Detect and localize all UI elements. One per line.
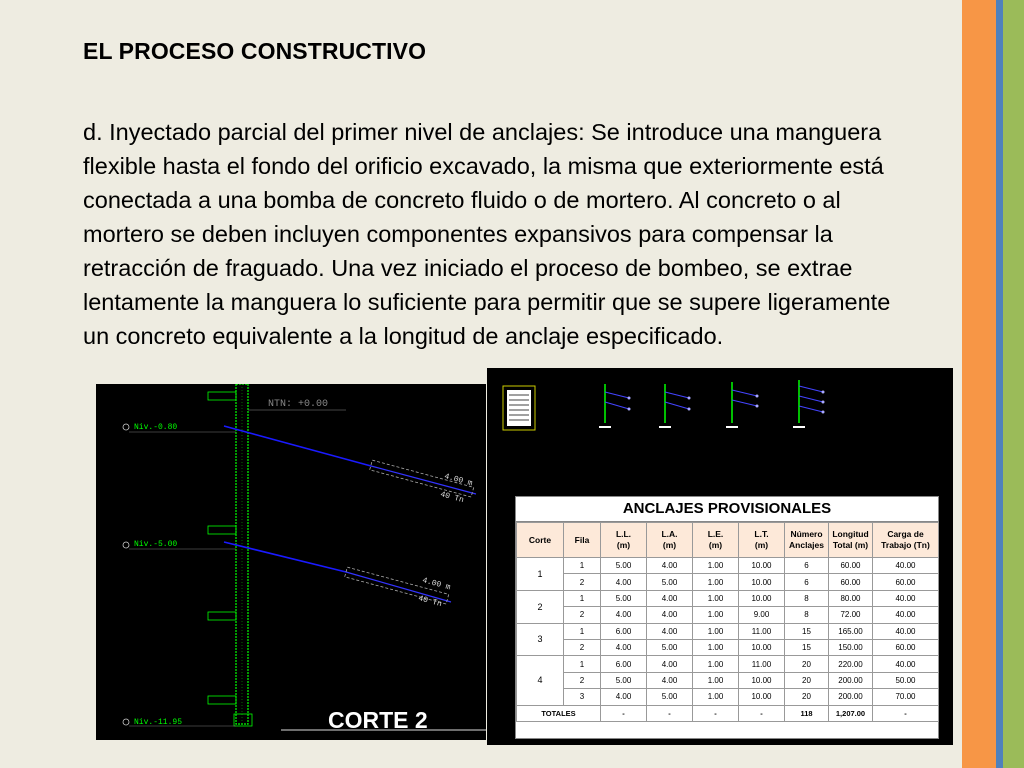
blue-stripe xyxy=(996,0,1003,768)
table-row xyxy=(517,558,939,574)
cad-section-drawing xyxy=(96,384,486,740)
table-header-cell: Corte xyxy=(517,523,564,558)
svg-text:Niv.-5.00: Niv.-5.00 xyxy=(134,540,178,549)
table-cell: 1.00 xyxy=(693,558,739,574)
table-cell: 200.00 xyxy=(829,689,873,705)
table-cell: 6 xyxy=(785,558,829,574)
table-cell: 15 xyxy=(785,639,829,655)
table-cell: 40.00 xyxy=(873,623,939,639)
table-cell: 10.00 xyxy=(739,574,785,590)
level-marker-1 xyxy=(123,423,236,432)
totals-cell: - xyxy=(739,705,785,721)
table-cell: 1.00 xyxy=(693,672,739,688)
totals-row xyxy=(517,705,939,721)
table-cell: 5.00 xyxy=(647,689,693,705)
totals-cell: - xyxy=(647,705,693,721)
table-cell: 6.00 xyxy=(601,623,647,639)
table-cell: 5.00 xyxy=(647,639,693,655)
table-cell: 10.00 xyxy=(739,590,785,606)
table-row xyxy=(517,656,939,672)
table-row xyxy=(517,574,939,590)
corte-cell: 4 xyxy=(517,656,564,705)
table-cell: 40.00 xyxy=(873,607,939,623)
table-cell: 60.00 xyxy=(829,574,873,590)
ntn-label: NTN: +0.00 xyxy=(268,399,329,410)
table-cell: 10.00 xyxy=(739,639,785,655)
table-cell: 10.00 xyxy=(739,558,785,574)
table-row xyxy=(517,590,939,606)
section-thumbnail-2 xyxy=(659,384,691,428)
anclajes-table-box xyxy=(515,496,939,739)
table-header-cell: Longitud Total (m) xyxy=(829,523,873,558)
svg-text:40 Tn: 40 Tn xyxy=(417,594,443,610)
table-title: ANCLAJES PROVISIONALES xyxy=(516,497,938,522)
table-cell: 1.00 xyxy=(693,623,739,639)
table-cell: 1 xyxy=(564,558,601,574)
table-cell: 4.00 xyxy=(601,639,647,655)
table-cell: 1.00 xyxy=(693,639,739,655)
table-cell: 4.00 xyxy=(647,656,693,672)
table-cell: 2 xyxy=(564,607,601,623)
table-cell: 1 xyxy=(564,590,601,606)
table-cell: 40.00 xyxy=(873,558,939,574)
section-thumbnail-1 xyxy=(599,384,631,428)
totals-cell: - xyxy=(693,705,739,721)
anclajes-table xyxy=(516,522,939,722)
table-header-row xyxy=(517,523,939,558)
svg-text:4.00 m: 4.00 m xyxy=(443,472,474,489)
table-cell: 1.00 xyxy=(693,590,739,606)
table-header-cell: L.A. (m) xyxy=(647,523,693,558)
table-cell: 4.00 xyxy=(601,689,647,705)
table-cell: 4.00 xyxy=(601,607,647,623)
table-cell: 200.00 xyxy=(829,672,873,688)
svg-text:4.00 m: 4.00 m xyxy=(421,576,452,593)
table-cell: 4.00 xyxy=(647,590,693,606)
section-thumbnail-3 xyxy=(726,382,759,428)
table-cell: 1.00 xyxy=(693,574,739,590)
table-row xyxy=(517,639,939,655)
table-cell: 5.00 xyxy=(601,558,647,574)
table-cell: 9.00 xyxy=(739,607,785,623)
table-cell: 5.00 xyxy=(601,590,647,606)
table-cell: 20 xyxy=(785,689,829,705)
table-cell: 3 xyxy=(564,689,601,705)
corte-cell: 1 xyxy=(517,558,564,591)
table-row xyxy=(517,607,939,623)
slide-title: EL PROCESO CONSTRUCTIVO xyxy=(83,38,427,64)
table-cell: 2 xyxy=(564,574,601,590)
table-cell: 2 xyxy=(564,639,601,655)
table-cell: 20 xyxy=(785,656,829,672)
table-cell: 1 xyxy=(564,656,601,672)
table-cell: 10.00 xyxy=(739,672,785,688)
table-cell: 1.00 xyxy=(693,656,739,672)
table-cell: 4.00 xyxy=(647,558,693,574)
table-cell: 2 xyxy=(564,672,601,688)
table-cell: 20 xyxy=(785,672,829,688)
table-header-cell: Número Anclajes xyxy=(785,523,829,558)
table-cell: 6 xyxy=(785,574,829,590)
svg-text:40 Tn: 40 Tn xyxy=(439,490,465,506)
slide-paragraph: d. Inyectado parcial del primer nivel de anclajes: Se introduce una manguera flexible hasta el fondo del orificio excavado, la misma que exteriormente está conectada a una bomba de concreto fluido o de mortero. Al concreto o al mortero se deben incluyen componentes expansivos para compensar la retracción de fraguado. Una vez iniciado el proceso de bombeo, se extrae lentamente la manguera lo suficiente para permitir que se supere ligeramente un concreto equivalente a la longitud de anclaje especificado. xyxy=(83,119,891,349)
table-header-cell: L.E. (m) xyxy=(693,523,739,558)
table-cell: 4.00 xyxy=(601,574,647,590)
table-cell: 4.00 xyxy=(647,672,693,688)
table-cell: 10.00 xyxy=(739,689,785,705)
table-cell: 1.00 xyxy=(693,607,739,623)
table-cell: 165.00 xyxy=(829,623,873,639)
table-cell: 60.00 xyxy=(873,639,939,655)
green-stripe xyxy=(1003,0,1024,768)
table-row xyxy=(517,623,939,639)
legend-thumbnail xyxy=(503,386,535,430)
level-marker-2 xyxy=(123,540,236,549)
table-row xyxy=(517,689,939,705)
totals-cell: - xyxy=(873,705,939,721)
totals-cell: - xyxy=(601,705,647,721)
table-cell: 11.00 xyxy=(739,623,785,639)
table-header-cell: Fila xyxy=(564,523,601,558)
table-cell: 70.00 xyxy=(873,689,939,705)
table-cell: 80.00 xyxy=(829,590,873,606)
table-cell: 15 xyxy=(785,623,829,639)
table-cell: 50.00 xyxy=(873,672,939,688)
corte-cell: 2 xyxy=(517,590,564,623)
section-label: CORTE 2 xyxy=(328,707,428,733)
table-cell: 4.00 xyxy=(647,607,693,623)
svg-text:Niv.-11.95: Niv.-11.95 xyxy=(134,718,183,727)
totals-cell: 1,207.00 xyxy=(829,705,873,721)
table-row xyxy=(517,672,939,688)
table-cell: 11.00 xyxy=(739,656,785,672)
svg-text:Niv.-0.80: Niv.-0.80 xyxy=(134,423,178,432)
table-header-cell: L.L. (m) xyxy=(601,523,647,558)
totals-cell: TOTALES xyxy=(517,705,601,721)
orange-stripe xyxy=(962,0,996,768)
level-marker-3 xyxy=(123,718,236,727)
table-cell: 1.00 xyxy=(693,689,739,705)
table-cell: 1 xyxy=(564,623,601,639)
table-cell: 40.00 xyxy=(873,656,939,672)
table-cell: 220.00 xyxy=(829,656,873,672)
table-cell: 5.00 xyxy=(647,574,693,590)
anchor-2 xyxy=(224,542,452,609)
totals-cell: 118 xyxy=(785,705,829,721)
table-cell: 8 xyxy=(785,607,829,623)
table-cell: 6.00 xyxy=(601,656,647,672)
anchors-summary-image xyxy=(487,368,953,745)
table-cell: 72.00 xyxy=(829,607,873,623)
anchor-1 xyxy=(224,426,476,505)
table-header-cell: Carga de Trabajo (Tn) xyxy=(873,523,939,558)
table-cell: 4.00 xyxy=(647,623,693,639)
table-header-cell: L.T. (m) xyxy=(739,523,785,558)
table-cell: 40.00 xyxy=(873,590,939,606)
section-thumbnail-4 xyxy=(793,380,825,428)
corte-cell: 3 xyxy=(517,623,564,656)
table-cell: 150.00 xyxy=(829,639,873,655)
table-cell: 60.00 xyxy=(829,558,873,574)
table-cell: 8 xyxy=(785,590,829,606)
table-cell: 5.00 xyxy=(601,672,647,688)
table-cell: 60.00 xyxy=(873,574,939,590)
